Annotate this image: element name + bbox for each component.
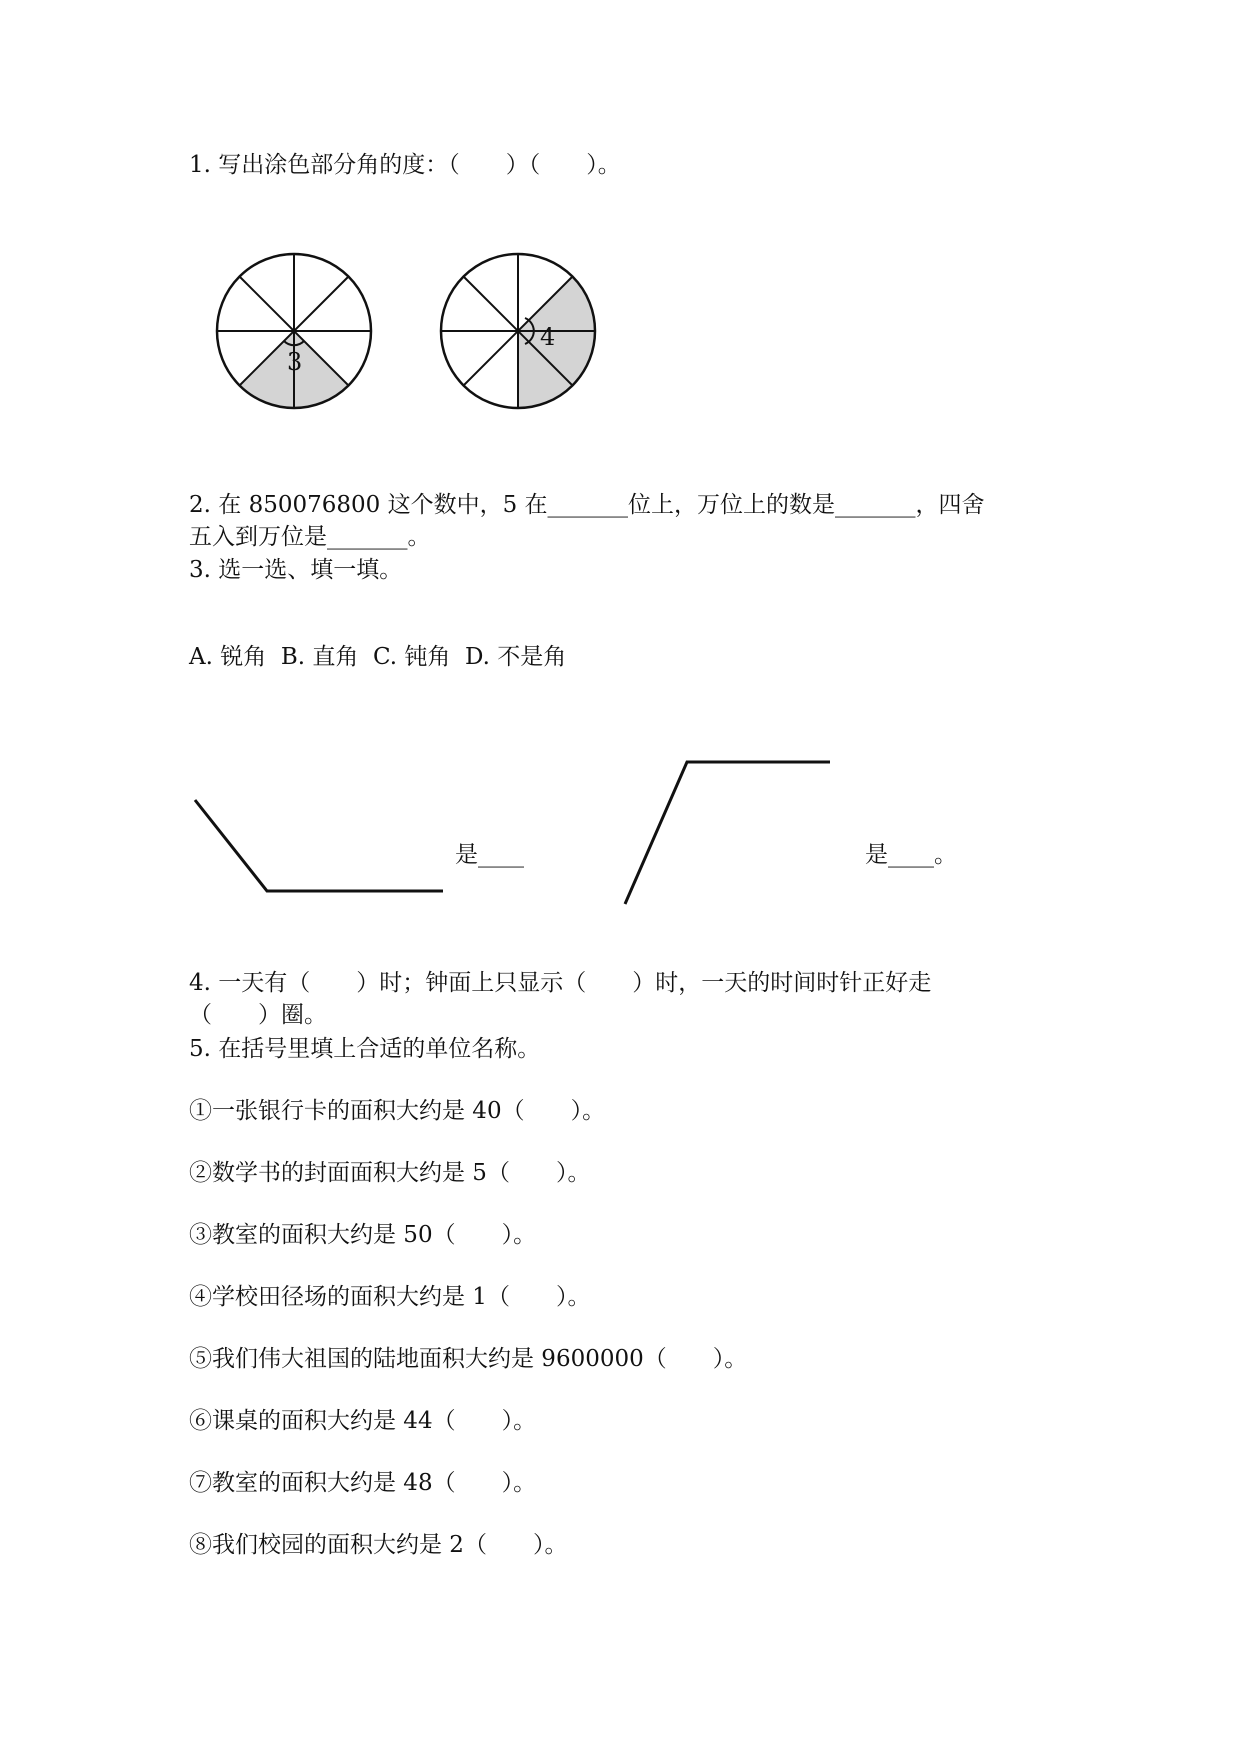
angle-figure-2-blank: 是____。 <box>865 842 957 868</box>
question-3-options: A. 锐角 B. 直角 C. 钝角 D. 不是角 <box>189 644 567 670</box>
question-5-item-1: ①一张银行卡的面积大约是 40（ ）。 <box>189 1098 606 1124</box>
question-3-title: 3. 选一选、填一填。 <box>189 557 403 583</box>
question-5-item-4: ④学校田径场的面积大约是 1（ ）。 <box>189 1284 591 1310</box>
angle-label-3: 3 <box>287 348 303 376</box>
question-5-item-5: ⑤我们伟大祖国的陆地面积大约是 9600000（ ）。 <box>189 1346 748 1372</box>
question-5-item-7: ⑦教室的面积大约是 48（ ）。 <box>189 1470 537 1496</box>
question-5-item-3: ③教室的面积大约是 50（ ）。 <box>189 1222 537 1248</box>
question-2-line-2: 五入到万位是_______。 <box>189 524 431 550</box>
question-4-line-1: 4. 一天有（ ）时；钟面上只显示（ ）时，一天的时间时针正好走 <box>189 970 932 996</box>
angle-figure-1-blank: 是____ <box>455 842 524 868</box>
angle-circle-1 <box>217 254 371 408</box>
angle-figure-1 <box>185 785 445 905</box>
question-5-title: 5. 在括号里填上合适的单位名称。 <box>189 1036 541 1062</box>
question-5-item-2: ②数学书的封面面积大约是 5（ ）。 <box>189 1160 591 1186</box>
angle-label-4: 4 <box>540 323 556 351</box>
question-1-text: 1. 写出涂色部分角的度：（ ）（ ）。 <box>189 152 621 178</box>
angle-figure-2 <box>615 752 845 912</box>
question-5-item-8: ⑧我们校园的面积大约是 2（ ）。 <box>189 1532 568 1558</box>
question-2-line-1: 2. 在 850076800 这个数中，5 在_______位上，万位上的数是_______，四舍 <box>189 492 985 518</box>
angle-circle-2 <box>441 254 595 408</box>
question-4-line-2: （ ）圈。 <box>189 1002 327 1028</box>
question-5-item-6: ⑥课桌的面积大约是 44（ ）。 <box>189 1408 537 1434</box>
angle-circle-figures <box>210 240 810 420</box>
